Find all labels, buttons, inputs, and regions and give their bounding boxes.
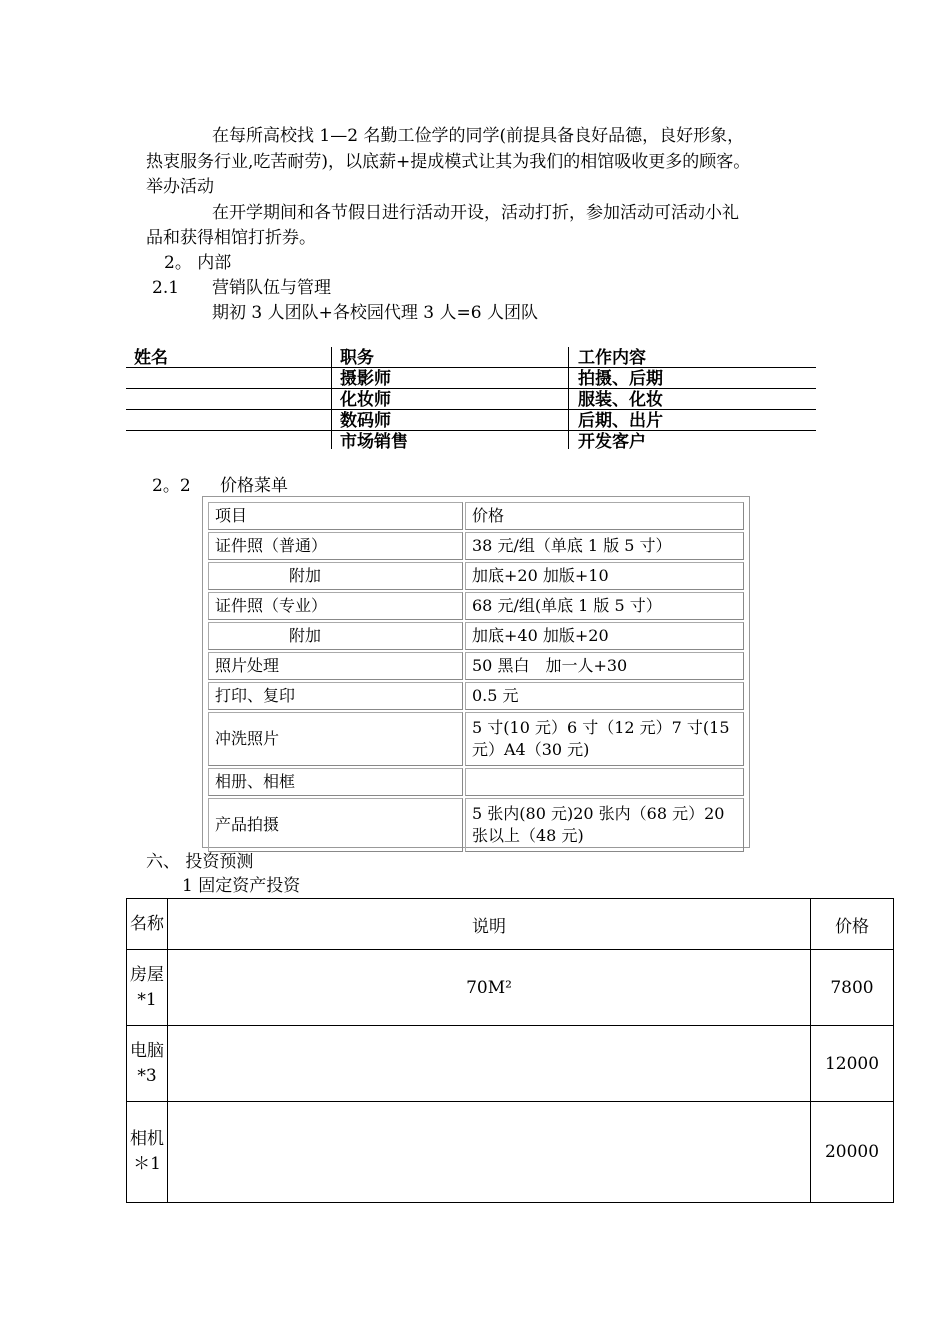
price-row	[208, 652, 744, 680]
price-item: 冲洗照片	[208, 712, 463, 766]
asset-name: 电脑*3	[127, 1026, 168, 1102]
staff-row	[126, 410, 816, 431]
staff-header-role: 职务	[340, 348, 374, 368]
staff-cell-work: 拍摄、后期	[578, 369, 663, 389]
price-row	[208, 562, 744, 590]
price-value: 38 元/组（单底 1 版 5 寸）	[465, 532, 744, 560]
staff-row	[126, 389, 816, 410]
asset-header-name: 名称	[127, 899, 168, 950]
staff-cell-role: 化妆师	[340, 390, 391, 410]
asset-name: 房屋*1	[127, 950, 168, 1026]
asset-price: 20000	[811, 1102, 894, 1203]
price-value: 0.5 元	[465, 682, 744, 710]
asset-row	[127, 950, 894, 1026]
asset-desc	[168, 1102, 811, 1203]
price-item: 附加	[208, 622, 463, 650]
staff-cell-role: 摄影师	[340, 369, 391, 389]
staff-table-header	[126, 347, 816, 368]
price-value: 5 张内(80 元)20 张内（68 元）20 张以上（48 元)	[465, 798, 744, 852]
section2-1-number: 2.1	[152, 278, 180, 298]
asset-table-header	[127, 899, 894, 950]
price-item: 产品拍摄	[208, 798, 463, 852]
asset-row	[127, 1102, 894, 1203]
asset-row	[127, 1026, 894, 1102]
intro-para2-line2: 品和获得相馆打折券。	[146, 228, 316, 248]
price-row	[208, 798, 744, 852]
price-item: 附加	[208, 562, 463, 590]
price-item: 打印、复印	[208, 682, 463, 710]
price-item: 照片处理	[208, 652, 463, 680]
price-row	[208, 592, 744, 620]
price-row	[208, 682, 744, 710]
price-row	[208, 532, 744, 560]
price-row	[208, 622, 744, 650]
price-value: 50 黑白 加一人+30	[465, 652, 744, 680]
price-table	[202, 496, 750, 848]
price-header-price: 价格	[465, 502, 744, 530]
section2-1-title: 营销队伍与管理	[212, 278, 331, 298]
price-value: 5 寸(10 元）6 寸（12 元）7 寸(15 元）A4（30 元)	[465, 712, 744, 766]
staff-header-work: 工作内容	[578, 348, 646, 368]
asset-desc	[168, 1026, 811, 1102]
asset-header-desc: 说明	[168, 899, 811, 950]
activity-heading: 举办活动	[146, 177, 214, 197]
staff-cell-work: 服装、化妆	[578, 390, 663, 410]
intro-para2-line1: 在开学期间和各节假日进行活动开设，活动打折，参加活动可活动小礼	[212, 203, 739, 223]
staff-cell-role: 市场销售	[340, 432, 408, 452]
asset-name: 相机＊1	[127, 1102, 168, 1203]
price-item: 相册、相框	[208, 768, 463, 796]
price-value	[465, 768, 744, 796]
price-table-header	[208, 502, 744, 530]
asset-desc: 70M²	[168, 950, 811, 1026]
price-value: 加底+20 加版+10	[465, 562, 744, 590]
section6-sub: 1 固定资产投资	[182, 876, 301, 896]
staff-row	[126, 368, 816, 389]
price-value: 加底+40 加版+20	[465, 622, 744, 650]
intro-para1-line2: 热衷服务行业,吃苦耐劳)，以底薪+提成模式让其为我们的相馆吸收更多的顾客。	[146, 152, 751, 172]
staff-cell-work: 后期、出片	[578, 411, 663, 431]
staff-cell-work: 开发客户	[578, 432, 646, 452]
staff-cell-role: 数码师	[340, 411, 391, 431]
asset-price: 12000	[811, 1026, 894, 1102]
price-value: 68 元/组(单底 1 版 5 寸）	[465, 592, 744, 620]
price-section-number: 2。2	[152, 476, 191, 496]
asset-price: 7800	[811, 950, 894, 1026]
section2-heading: 2。 内部	[164, 253, 232, 273]
price-row	[208, 712, 744, 766]
section6-heading: 六、 投资预测	[146, 852, 254, 872]
asset-table	[126, 898, 894, 1203]
staff-header-name: 姓名	[134, 348, 168, 368]
price-item: 证件照（普通）	[208, 532, 463, 560]
staff-table	[126, 347, 816, 451]
staff-row	[126, 431, 816, 451]
price-header-item: 项目	[208, 502, 463, 530]
price-item: 证件照（专业）	[208, 592, 463, 620]
asset-header-price: 价格	[811, 899, 894, 950]
intro-para1-line1: 在每所高校找 1—2 名勤工俭学的同学(前提具备良好品德，良好形象，	[212, 126, 745, 146]
price-row	[208, 768, 744, 796]
team-note: 期初 3 人团队+各校园代理 3 人=6 人团队	[212, 303, 538, 323]
price-section-title: 价格菜单	[220, 476, 288, 496]
